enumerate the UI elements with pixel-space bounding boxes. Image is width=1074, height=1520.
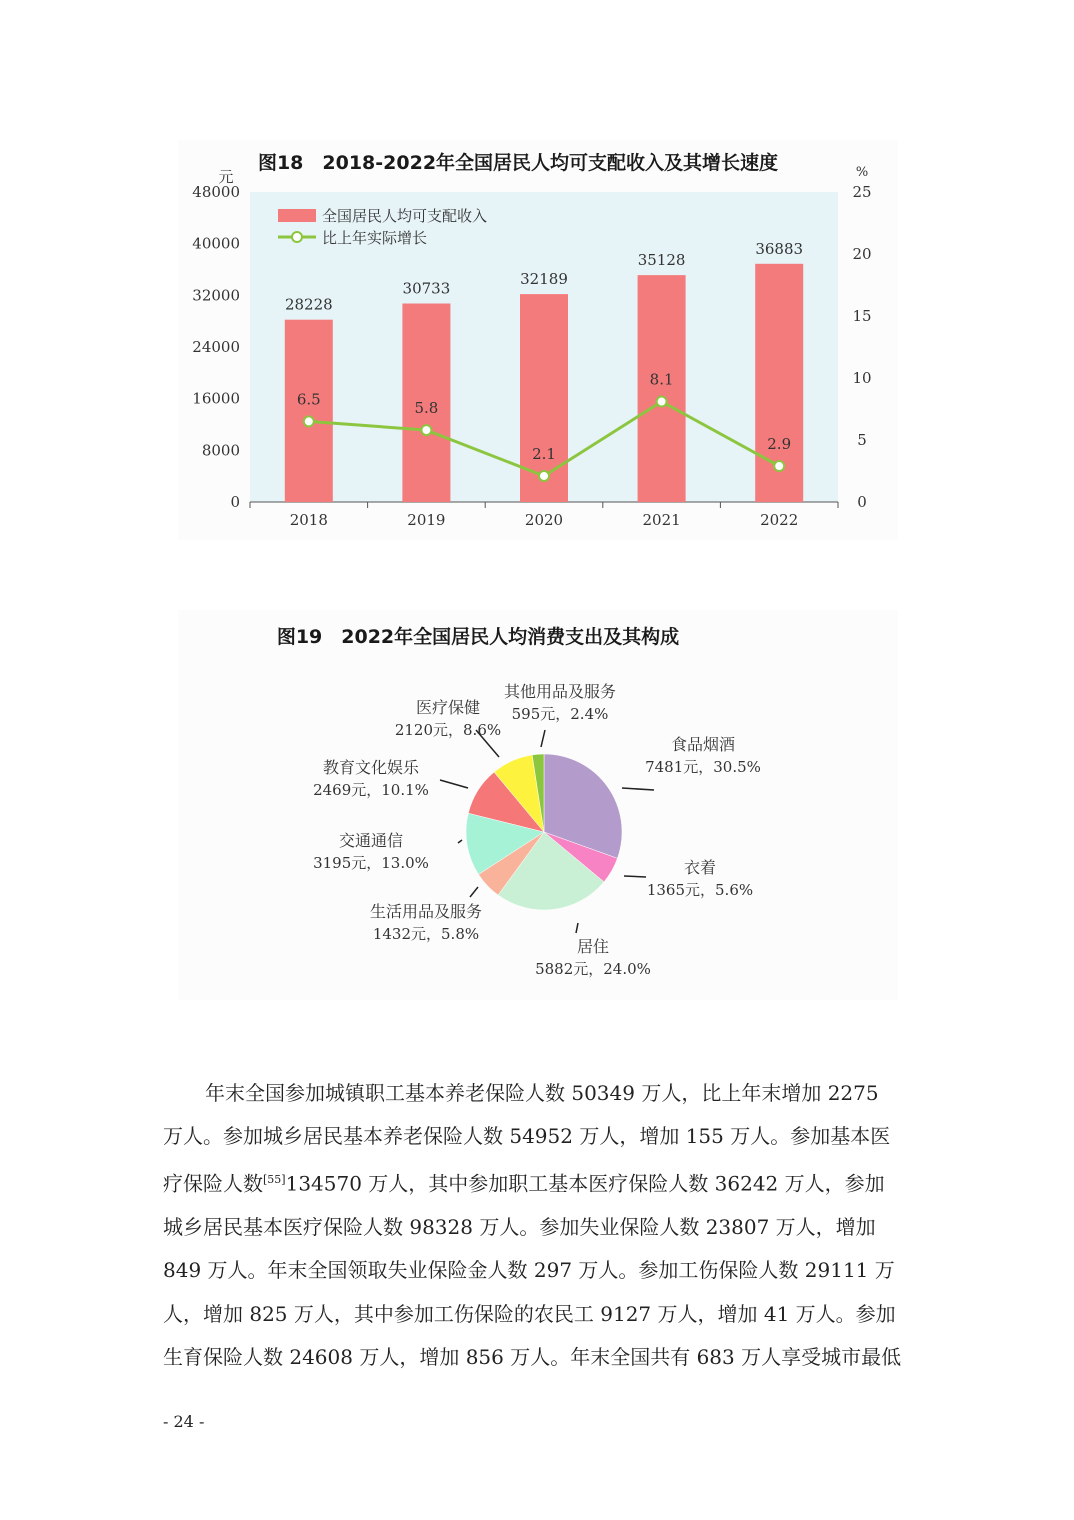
left-axis-tick-label: 40000 [192, 234, 240, 253]
right-axis-tick-label: 10 [852, 369, 872, 387]
legend-bar-swatch [278, 209, 316, 222]
left-axis-tick-label: 48000 [192, 183, 240, 201]
right-axis-tick-label: 15 [852, 307, 872, 325]
pie-slice-value-label: 5882元，24.0% [535, 960, 651, 978]
pie-leader-line [576, 923, 578, 933]
pie-leader-line [624, 876, 646, 877]
growth-point [539, 471, 549, 481]
left-axis-tick-label: 24000 [192, 338, 240, 356]
pie-leader-line [458, 840, 462, 843]
pie-slice-name: 医疗保健 [415, 698, 481, 717]
body-paragraph [163, 1072, 913, 1379]
pie-slice-name: 食品烟酒 [670, 735, 736, 754]
growth-value-label: 6.5 [296, 390, 321, 409]
income-bar [638, 275, 686, 502]
x-axis-tick-label: 2020 [524, 511, 564, 529]
income-value-label: 35128 [637, 251, 686, 270]
x-axis-tick-label: 2019 [407, 511, 446, 529]
body-line: 疗保险人数 [163, 1172, 263, 1197]
income-chart [178, 140, 898, 540]
pie-slice-value-label: 1432元，5.8% [372, 925, 480, 943]
left-axis-unit: 元 [218, 168, 234, 186]
x-axis-tick-label: 2021 [642, 511, 681, 529]
pie-leader-line [541, 730, 545, 747]
right-axis-tick-label: 5 [857, 431, 867, 449]
right-axis-tick-label: 20 [852, 245, 872, 263]
figure-19 [178, 610, 898, 1000]
pie-slice-value-label: 1365元，5.6% [646, 881, 754, 899]
income-value-label: 30733 [402, 279, 451, 298]
figure-19-title: 图19 2022年全国居民人均消费支出及其构成 [276, 626, 680, 648]
pie-slice-value-label: 595元，2.4% [511, 705, 609, 723]
pie-slice-value-label: 3195元，13.0% [313, 854, 429, 872]
growth-point [421, 425, 431, 435]
body-line: 人，增加 825 万人，其中参加工伤保险的农民工 9127 万人，增加 41 万人。参加 [163, 1301, 896, 1326]
pie-slice-name: 交通通信 [338, 831, 404, 850]
figure-18-title: 图18 2018-2022年全国居民人均可支配收入及其增长速度 [257, 152, 779, 174]
pie-slice-name: 衣着 [683, 858, 717, 877]
pie-slice-value-label: 7481元，30.5% [645, 758, 761, 776]
legend-line-label: 比上年实际增长 [322, 229, 428, 247]
body-line: 849 万人。年末全国领取失业保险金人数 297 万人。参加工伤保险人数 29111 万 [163, 1258, 895, 1283]
right-axis-tick-label: 25 [852, 183, 872, 201]
figure-18 [178, 140, 898, 540]
right-axis-tick-label: 0 [857, 493, 867, 511]
left-axis-tick-label: 8000 [201, 441, 240, 460]
x-axis-tick-label: 2018 [289, 511, 328, 529]
growth-point [657, 397, 667, 407]
growth-value-label: 8.1 [649, 370, 674, 389]
income-value-label: 28228 [284, 295, 333, 314]
pie-leader-line [622, 788, 654, 790]
pie-slice-name: 其他用品及服务 [503, 682, 617, 701]
growth-point [774, 461, 784, 471]
consumption-pie-chart [178, 610, 898, 1000]
body-line: 生育保险人数 24608 万人，增加 856 万人。年末全国共有 683 万人享受城市最低 [163, 1344, 902, 1369]
left-axis-tick-label: 0 [230, 493, 240, 511]
right-axis-unit: % [855, 165, 869, 180]
body-line: 134570 万人，其中参加职工基本医疗保险人数 36242 万人，参加 [285, 1172, 885, 1197]
pie-slice-name: 教育文化娱乐 [322, 758, 420, 777]
left-axis-tick-label: 32000 [192, 286, 240, 305]
pie-leader-line [440, 780, 468, 788]
income-value-label: 36883 [755, 239, 804, 258]
pie-leader-line [470, 887, 478, 897]
body-line: 城乡居民基本医疗保险人数 98328 万人。参加失业保险人数 23807 万人，增加 [163, 1215, 876, 1240]
footnote-reference[interactable]: [55] [263, 1173, 286, 1187]
legend-bar-label: 全国居民人均可支配收入 [322, 207, 488, 225]
pie-slice-value-label: 2120元，8.6% [394, 721, 502, 739]
income-bar [285, 320, 333, 502]
left-axis-tick-label: 16000 [192, 389, 240, 408]
body-line: 万人。参加城乡居民基本养老保险人数 54952 万人，增加 155 万人。参加基本医 [163, 1124, 891, 1149]
growth-point [304, 416, 314, 426]
growth-value-label: 5.8 [414, 399, 439, 418]
x-axis-tick-label: 2022 [760, 511, 799, 529]
growth-value-label: 2.1 [532, 444, 556, 463]
pie-slice-name: 居住 [576, 937, 610, 956]
pie-slice-value-label: 2469元，10.1% [313, 781, 429, 799]
page-number: - 24 - [163, 1412, 205, 1431]
pie-slice-name: 生活用品及服务 [369, 902, 483, 921]
income-value-label: 32189 [520, 270, 568, 289]
growth-value-label: 2.9 [767, 435, 792, 454]
body-line: 年末全国参加城镇职工基本养老保险人数 50349 万人，比上年末增加 2275 [205, 1081, 879, 1105]
legend-line-marker [292, 232, 302, 242]
